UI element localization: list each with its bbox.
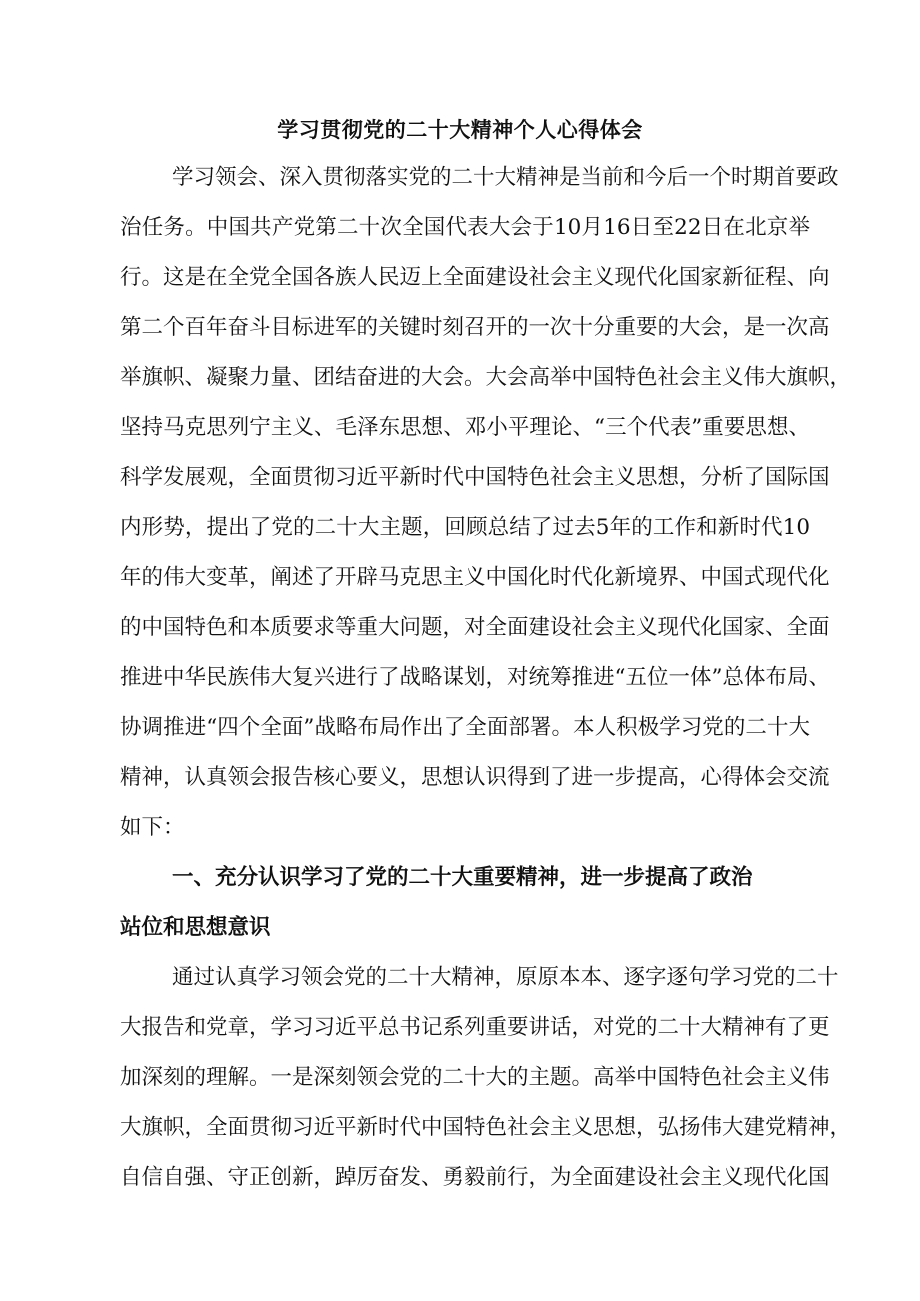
paragraph-line: 第二个百年奋斗目标进军的关键时刻召开的一次十分重要的大会，是一次高 (120, 315, 830, 340)
paragraph-line: 举旗帜、凝聚力量、团结奋进的大会。大会高举中国特色社会主义伟大旗帜， (120, 365, 852, 390)
paragraph-line: 内形势，提出了党的二十大主题，回顾总结了过去5年的工作和新时代10 (120, 515, 810, 540)
paragraph-line: 推进中华民族伟大复兴进行了战略谋划，对统筹推进“五位一体”总体布局、 (120, 665, 830, 690)
paragraph-line: 大旗帜，全面贯彻习近平新时代中国特色社会主义思想，弘扬伟大建党精神， (120, 1115, 852, 1140)
paragraph-line: 年的伟大变革，阐述了开辟马克思主义中国化时代化新境界、中国式现代化 (120, 565, 830, 590)
paragraph-line: 行。这是在全党全国各族人民迈上全面建设社会主义现代化国家新征程、向 (120, 265, 830, 290)
paragraph-line: 自信自强、守正创新，踔厉奋发、勇毅前行，为全面建设社会主义现代化国 (120, 1165, 830, 1190)
section-heading: 一、充分认识学习了党的二十大重要精神，进一步提高了政治 (172, 865, 753, 890)
paragraph-line: 大报告和党章，学习习近平总书记系列重要讲话，对党的二十大精神有了更 (120, 1015, 830, 1040)
paragraph-line: 协调推进“四个全面”战略布局作出了全面部署。本人积极学习党的二十大 (120, 715, 810, 740)
paragraph-line: 治任务。中国共产党第二十次全国代表大会于10月16日至22日在北京举 (120, 215, 810, 240)
paragraph-line: 通过认真学习领会党的二十大精神，原原本本、逐字逐句学习党的二十 (172, 965, 839, 990)
document-title: 学习贯彻党的二十大精神个人心得体会 (277, 117, 643, 142)
paragraph-line: 学习领会、深入贯彻落实党的二十大精神是当前和今后一个时期首要政 (172, 165, 839, 190)
paragraph-line: 科学发展观，全面贯彻习近平新时代中国特色社会主义思想，分析了国际国 (120, 465, 830, 490)
paragraph-line: 的中国特色和本质要求等重大问题，对全面建设社会主义现代化国家、全面 (120, 615, 830, 640)
paragraph-line: 精神，认真领会报告核心要义，思想认识得到了进一步提高，心得体会交流 (120, 765, 830, 790)
paragraph-line: 如下： (120, 815, 185, 840)
paragraph-line: 加深刻的理解。一是深刻领会党的二十大的主题。高举中国特色社会主义伟 (120, 1065, 830, 1090)
section-heading: 站位和思想意识 (120, 915, 271, 940)
paragraph-line: 坚持马克思列宁主义、毛泽东思想、邓小平理论、“三个代表”重要思想、 (120, 415, 810, 440)
